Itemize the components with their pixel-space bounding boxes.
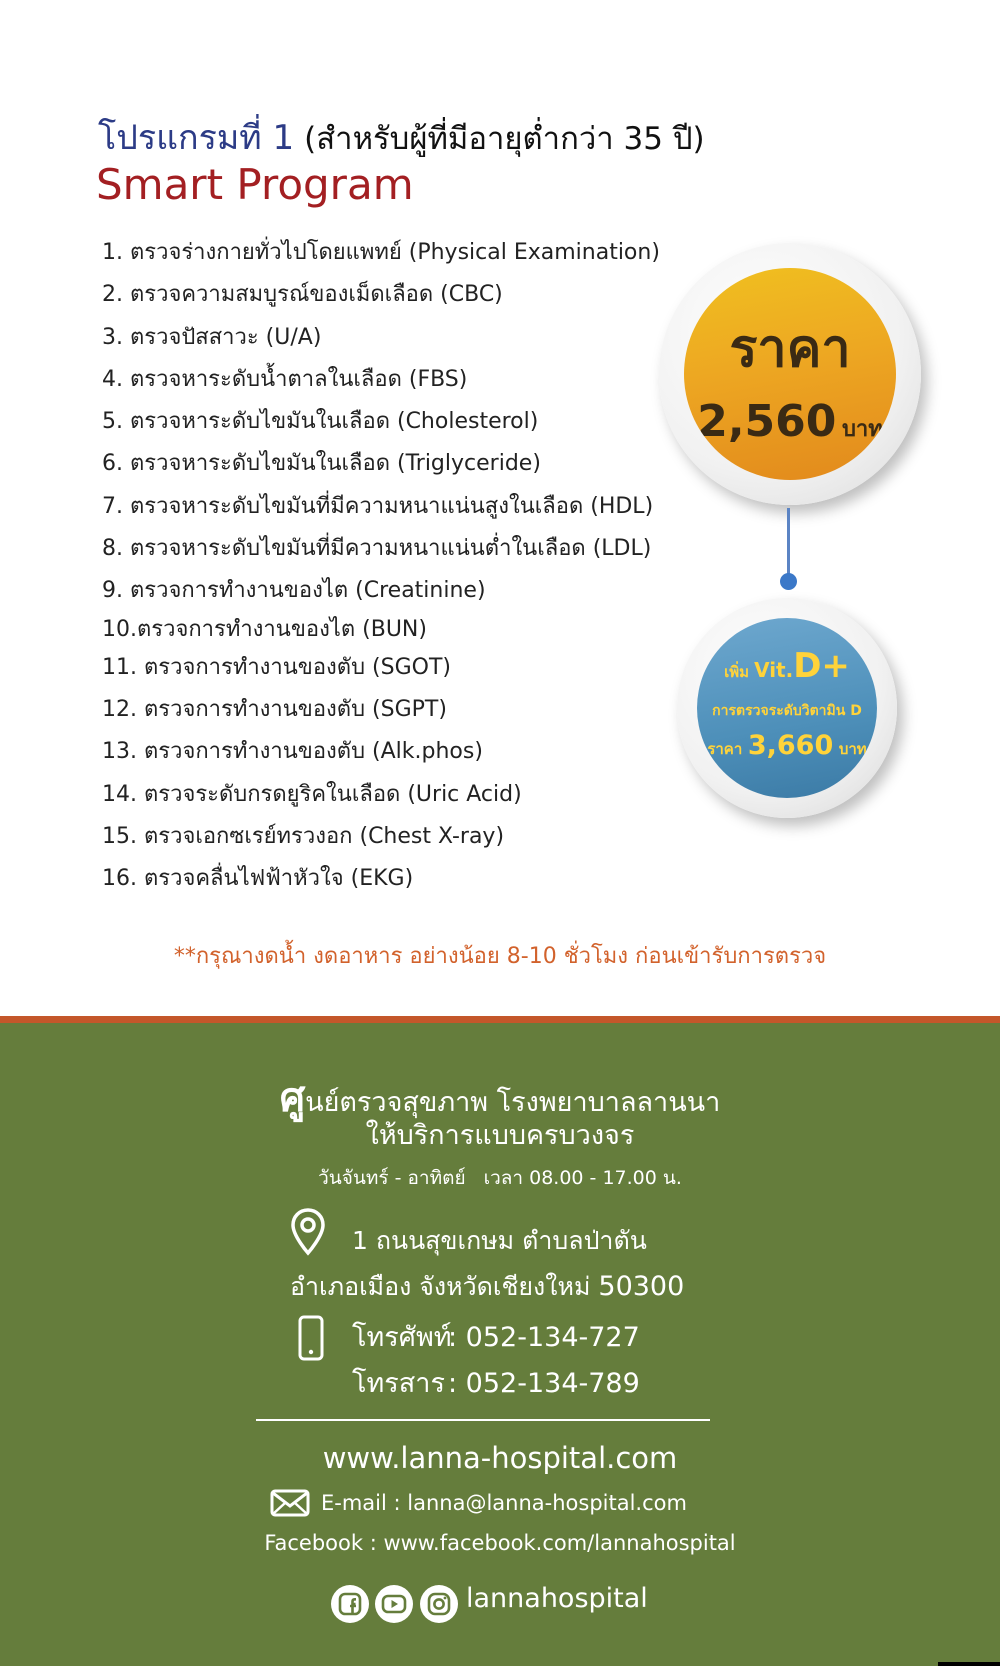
list-item: 1. ตรวจร่างกายทั่วไปโดยแพทย์ (Physical Examination) [102,240,660,265]
list-item: 7. ตรวจหาระดับไขมันที่มีความหนาแน่นสูงในเลือด (HDL) [102,493,654,519]
address-line-1: 1 ถนนสุขเกษม ตำบลป่าตัน [352,1226,647,1255]
program-name: Smart Program [96,160,414,209]
price-unit: บาท [841,417,883,442]
addon-price-row [697,730,877,761]
center-name-rest: นย์ตรวจสุขภาพ โรงพยาบาลลานนา [305,1087,721,1118]
phone-icon [298,1315,324,1361]
telephone-label: โทรศัพท์ [352,1322,452,1353]
youtube-icon[interactable] [375,1585,413,1623]
mail-icon [270,1489,310,1517]
email-link[interactable]: E-mail : lanna@lanna-hospital.com [321,1491,687,1515]
program-number: โปรแกรมที่ 1 [98,118,295,158]
list-item: 9. ตรวจการทำงานของไต (Creatinine) [102,578,486,604]
addon-d-plus: D+ [793,646,850,686]
addon-title [697,646,877,686]
addon-description: การตรวจระดับวิตามิน D [712,703,862,719]
price-amount-row [684,396,896,447]
price-badge [659,243,921,505]
checkup-list [102,232,662,900]
list-item: 12. ตรวจการทำงานของตับ (SGPT) [102,696,447,722]
footer-divider [256,1419,710,1421]
telephone[interactable] [352,1315,640,1358]
price-disc [684,268,896,480]
facebook-link[interactable]: Facebook : www.facebook.com/lannahospital [264,1531,736,1555]
map-pin-icon [290,1207,326,1257]
list-item: 14. ตรวจระดับกรดยูริคในเลือด (Uric Acid) [102,781,522,807]
fasting-note: **กรุณางดน้ำ งดอาหาร อย่างน้อย 8-10 ชั่วโมง ก่อนเข้ารับการตรวจ [173,944,827,969]
addon-badge [677,598,897,818]
list-item: 8. ตรวจหาระดับไขมันที่มีความหนาแน่นต่ำในเลือด (LDL) [102,536,652,562]
list-item: 3. ตรวจปัสสาวะ (U/A) [102,324,322,350]
list-item: 4. ตรวจหาระดับน้ำตาลในเลือด (FBS) [102,366,468,392]
list-item: 15. ตรวจเอกซเรย์ทรวงอก (Chest X-ray) [102,823,505,849]
social-handle[interactable]: lannahospital [466,1583,648,1614]
addon-price-amount: 3,660 [747,730,834,761]
addon-vit: Vit. [754,658,794,682]
opening-time: เวลา 08.00 - 17.00 น. [483,1167,682,1189]
addon-price-unit: บาท [838,740,867,758]
list-item: 2. ตรวจความสมบูรณ์ของเม็ดเลือด (CBC) [102,282,503,308]
list-item: 5. ตรวจหาระดับไขมันในเลือด (Cholesterol) [102,409,539,435]
connector-dot [780,573,797,590]
instagram-icon[interactable] [420,1585,458,1623]
badge-connector [787,508,790,580]
facebook-icon[interactable] [331,1585,369,1623]
age-note: (สำหรับผู้ที่มีอายุต่ำกว่า 35 ปี) [304,121,705,157]
fax [352,1361,640,1404]
program-heading [98,110,705,164]
list-item: 16. ตรวจคลื่นไฟฟ้าหัวใจ (EKG) [102,866,414,892]
list-item: 10.ตรวจการทำงานของไต (BUN) [102,616,427,642]
price-amount: 2,560 [697,396,837,447]
divider-stripe [0,1016,1000,1023]
price-label: ราคา [729,319,851,379]
list-item: 11. ตรวจการทำงานของตับ (SGOT) [102,654,451,680]
page-corner-mark [938,1662,1000,1666]
fax-label: โทรสาร [352,1368,445,1399]
list-item: 13. ตรวจการทำงานของตับ (Alk.phos) [102,739,483,765]
service-tagline: ให้บริการแบบครบวงจร [365,1120,635,1151]
opening-days: วันจันทร์ - อาทิตย์ [318,1167,466,1189]
telephone-number: : 052-134-727 [448,1322,640,1353]
center-name-first: ศู [279,1075,306,1121]
website-link[interactable]: www.lanna-hospital.com [322,1441,678,1475]
postal-code: 50300 [598,1271,685,1302]
address-line-2 [290,1267,684,1307]
addon-price-label: ราคา [707,740,743,758]
opening-hours [0,1163,1000,1193]
addon-disc [697,618,877,798]
list-item: 6. ตรวจหาระดับไขมันในเลือด (Triglyceride) [102,451,541,477]
contact-footer [0,1023,1000,1666]
fax-number: : 052-134-789 [448,1368,640,1399]
address-district: อำเภอเมือง จังหวัดเชียงใหม่ [290,1272,591,1301]
addon-prefix: เพิ่ม [724,663,749,681]
